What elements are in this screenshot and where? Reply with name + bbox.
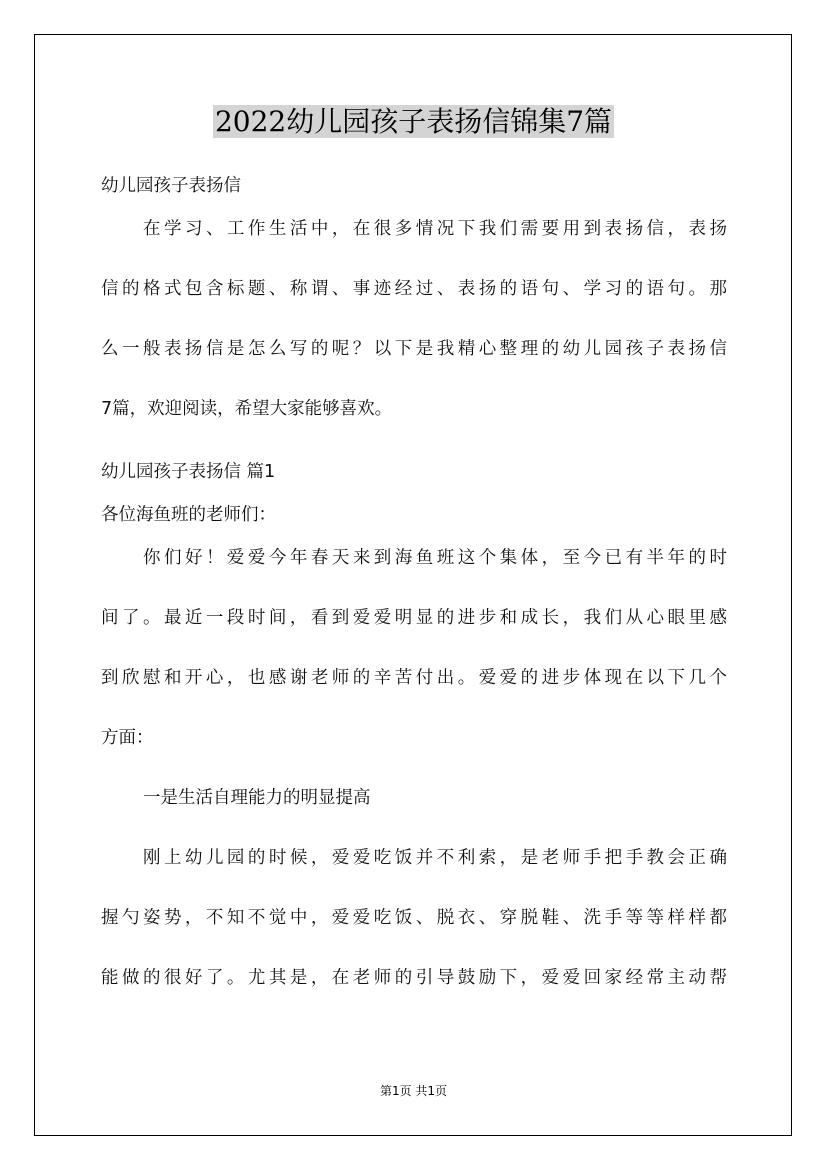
- article-heading: 幼儿园孩子表扬信 篇1: [101, 462, 276, 482]
- body-line: 间了。最近一段时间，看到爱爱明显的进步和成长，我们从心眼里感: [101, 608, 727, 628]
- salutation: 各位海鱼班的老师们：: [101, 505, 276, 525]
- point-line: 握勺姿势，不知不觉中，爱爱吃饭、脱衣、穿脱鞋、洗手等等样样都: [101, 908, 727, 928]
- intro-line: 信的格式包含标题、称谓、事迹经过、表扬的语句、学习的语句。那: [101, 279, 727, 299]
- page-footer: 第1页 共1页: [379, 1084, 448, 1098]
- body-line: 到欣慰和开心，也感谢老师的辛苦付出。爱爱的进步体现在以下几个: [101, 668, 727, 688]
- point-line: 能做的很好了。尤其是，在老师的引导鼓励下，爱爱回家经常主动帮: [101, 968, 727, 988]
- intro-line: 在学习、工作生活中，在很多情况下我们需要用到表扬信，表扬: [143, 219, 727, 239]
- document-title-text: 2022幼儿园孩子表扬信锦集7篇: [214, 105, 613, 138]
- section-heading: 幼儿园孩子表扬信: [101, 176, 241, 196]
- point-line: 刚上幼儿园的时候，爱爱吃饭并不利索，是老师手把手教会正确: [143, 848, 727, 868]
- intro-line: 么一般表扬信是怎么写的呢？以下是我精心整理的幼儿园孩子表扬信: [101, 339, 727, 359]
- body-line: 你们好！爱爱今年春天来到海鱼班这个集体，至今已有半年的时: [143, 548, 727, 568]
- body-line: 方面：: [101, 728, 154, 748]
- point-heading: 一是生活自理能力的明显提高: [143, 788, 371, 808]
- document-title: [0, 101, 827, 143]
- intro-line: 7篇，欢迎阅读，希望大家能够喜欢。: [101, 399, 393, 419]
- document-body: [101, 172, 727, 1024]
